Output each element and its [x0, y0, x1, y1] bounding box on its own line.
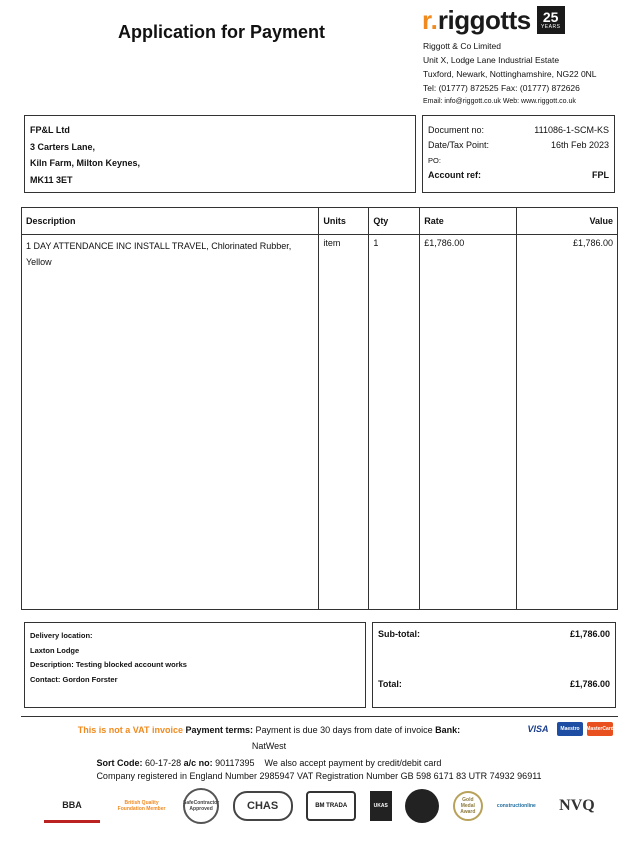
mastercard-icon: MasterCard: [587, 722, 613, 736]
subtotal-label: Sub-total:: [378, 629, 420, 639]
filler-cell: [369, 275, 420, 610]
safecontractor-logo-icon: SafeContractor Approved: [183, 788, 219, 824]
gold-medal-logo-icon: Gold Medal Award: [453, 791, 483, 821]
filler-cell: [22, 275, 319, 610]
line-items-table: [21, 207, 618, 610]
company-phone: Tel: (01777) 872525 Fax: (01777) 872626: [423, 83, 580, 93]
payment-terms: [24, 722, 514, 754]
col-units: Units: [319, 208, 369, 235]
bank-details: [24, 757, 514, 769]
ukas-logo-icon: UKAS: [370, 791, 392, 821]
constructionline-logo-icon: constructionline: [496, 803, 536, 809]
delivery-location-label: Delivery location:: [30, 631, 93, 640]
visa-icon: VISA: [527, 724, 549, 734]
card-note: We also accept payment by credit/debit card: [264, 758, 442, 768]
filler-cell: [420, 275, 517, 610]
billing-address: [24, 115, 416, 193]
company-details: [423, 39, 597, 109]
maestro-icon: Maestro: [557, 722, 583, 736]
item-description: 1 DAY ATTENDANCE INC INSTALL TRAVEL, Chlorinated Rubber, Yellow: [22, 235, 319, 275]
company-address-line1: Unit X, Lodge Lane Industrial Estate: [423, 55, 560, 65]
logo-mark: r.: [422, 5, 438, 35]
sort-code-label: Sort Code:: [96, 758, 143, 768]
filler-cell: [517, 275, 618, 610]
badge-number: 25: [542, 9, 559, 25]
delivery-location-value: Laxton Lodge: [30, 645, 80, 655]
address-line: Kiln Farm, Milton Keynes,: [30, 158, 141, 168]
subtotal-row: [378, 629, 610, 639]
company-logo: [422, 6, 565, 34]
account-label: Account ref:: [428, 169, 482, 180]
item-qty: 1: [369, 235, 420, 275]
badge-label: YEARS: [540, 24, 561, 30]
bba-logo-icon: BBA: [44, 789, 100, 823]
total-value: £1,786.00: [569, 679, 610, 689]
delivery-contact: Contact: Gordon Forster: [30, 674, 118, 684]
bank-value: NatWest: [251, 741, 287, 751]
date-value: 16th Feb 2023: [550, 140, 609, 151]
address-line: MK11 3ET: [30, 174, 73, 185]
table-filler-row: [22, 275, 618, 610]
account-value: FPL: [592, 169, 609, 180]
company-address-line2: Tuxford, Newark, Nottinghamshire, NG22 0NL: [423, 69, 597, 79]
certification-seal-icon: [405, 789, 439, 823]
item-value: £1,786.00: [517, 235, 618, 275]
vat-notice: This is not a VAT invoice: [77, 725, 183, 735]
footer-divider: [21, 716, 618, 717]
anniversary-badge: [537, 6, 565, 34]
account-row: [428, 167, 609, 183]
col-rate: Rate: [420, 208, 517, 235]
doc-no-row: [428, 122, 609, 138]
accreditation-logos: [44, 786, 604, 826]
delivery-details: [24, 622, 366, 708]
company-name: Riggott & Co Limited: [423, 41, 501, 51]
po-row: [428, 153, 609, 167]
terms-text: Payment is due 30 days from date of invoice: [255, 725, 433, 735]
col-qty: Qty: [369, 208, 420, 235]
account-no-label: a/c no:: [183, 758, 213, 768]
bm-trada-logo-icon: BM TRADA: [306, 791, 356, 821]
po-label: PO:: [428, 155, 441, 165]
date-label: Date/Tax Point:: [428, 140, 490, 151]
col-value: Value: [517, 208, 618, 235]
british-quality-logo-icon: British Quality Foundation Member: [117, 800, 166, 812]
item-rate: £1,786.00: [420, 235, 517, 275]
doc-no-value: 111086-1-SCM-KS: [534, 124, 609, 135]
payment-cards: [523, 722, 613, 736]
account-no-value: 90117395: [215, 758, 255, 768]
doc-no-label: Document no:: [428, 124, 485, 135]
delivery-description: Description: Testing blocked account works: [30, 660, 187, 669]
subtotal-value: £1,786.00: [569, 629, 610, 639]
page-title: Application for Payment: [118, 22, 326, 42]
sort-code-value: 60-17-28: [145, 758, 182, 768]
terms-label: Payment terms:: [185, 725, 254, 735]
address-line: FP&L Ltd: [30, 125, 70, 135]
total-row: [378, 679, 610, 689]
item-units: item: [319, 235, 369, 275]
nvq-logo-icon: NVQ: [559, 797, 595, 814]
date-row: [428, 138, 609, 154]
totals-box: [372, 622, 616, 708]
table-header-row: [22, 208, 618, 235]
logo-text: riggotts: [437, 5, 531, 35]
company-registration: Company registered in England Number 2985947 VAT Registration Number GB 598 6171 83 UTR 74932 96911: [96, 771, 542, 781]
document-details: [422, 115, 615, 193]
address-line: 3 Carters Lane,: [30, 141, 96, 152]
total-label: Total:: [378, 679, 402, 689]
bank-label: Bank:: [435, 725, 461, 735]
company-email-web: Email: info@riggott.co.uk Web: www.riggott.co.uk: [423, 98, 576, 105]
col-description: Description: [22, 208, 319, 235]
table-row: [22, 235, 618, 275]
filler-cell: [319, 275, 369, 610]
chas-logo-icon: CHAS: [233, 791, 293, 821]
